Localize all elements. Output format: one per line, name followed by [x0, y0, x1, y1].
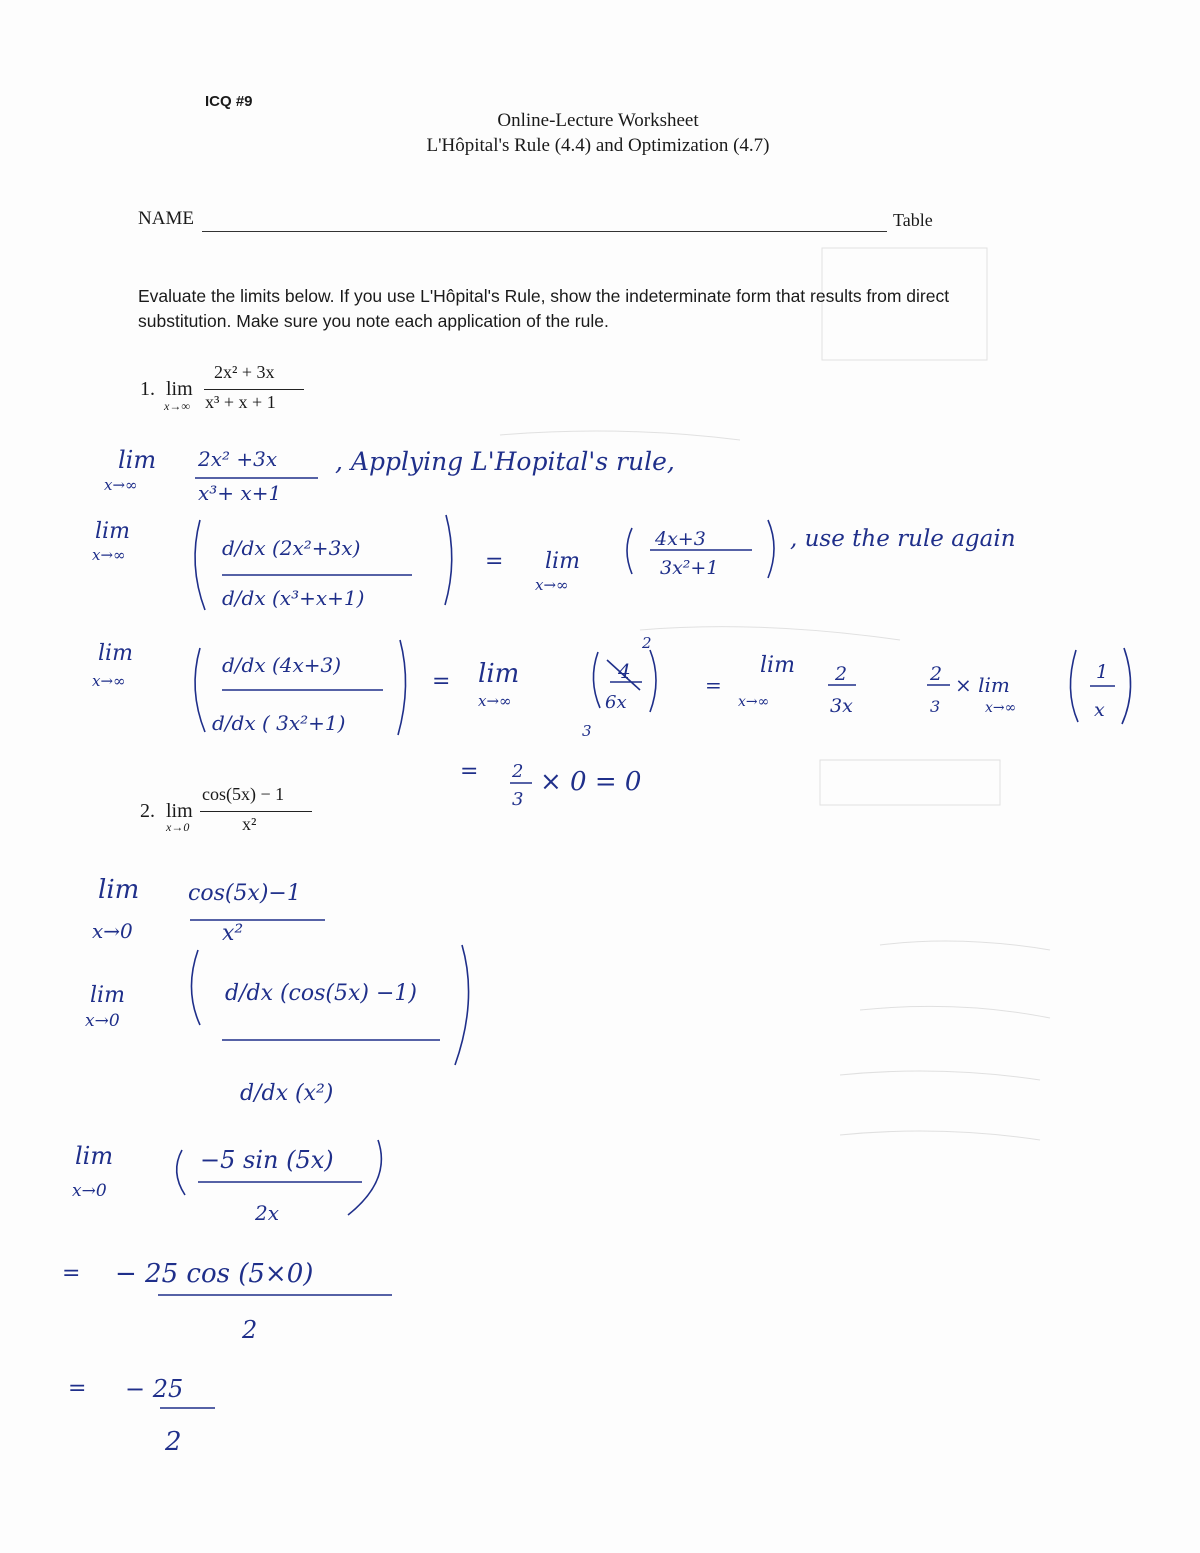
ink-text: d/dx ( 3x²+1): [212, 711, 346, 735]
fraction-denominator: x³ + x + 1: [205, 392, 276, 412]
ink-text: cos(5x)−1: [188, 881, 301, 906]
ink-text: d/dx (2x²+3x): [222, 536, 361, 560]
problem-number: 2.: [140, 800, 155, 822]
ink-text: =: [62, 1261, 81, 1286]
ink-text: 3: [512, 789, 524, 810]
name-label: NAME: [138, 208, 194, 229]
ink-text: lim: [545, 549, 580, 574]
ink-text: lim: [98, 875, 140, 905]
ink-text: 2: [642, 634, 652, 652]
ink-text: , Applying L'Hopital's rule,: [335, 447, 675, 476]
ink-text: 2: [835, 663, 848, 685]
ink-text: − 25 cos (5×0): [115, 1259, 314, 1289]
ink-text: x→0: [92, 919, 133, 943]
ink-text: x→∞: [92, 546, 126, 564]
limit-operator: lim: [166, 378, 193, 400]
ink-text: lim: [95, 519, 130, 544]
ink-text: =: [68, 1376, 87, 1401]
page-title: Online-Lecture Worksheet: [497, 110, 699, 131]
page-subtitle: L'Hôpital's Rule (4.4) and Optimization (4.7): [426, 135, 770, 156]
fraction-numerator: 2x² + 3x: [214, 362, 275, 382]
ink-text: lim: [98, 641, 133, 666]
ink-text: =: [485, 549, 504, 574]
ink-text: 6x: [605, 692, 627, 713]
ink-text: −5 sin (5x): [200, 1146, 334, 1174]
table-label: Table: [893, 210, 933, 230]
ink-text: 2: [512, 761, 524, 782]
ink-text: 3: [930, 697, 941, 716]
fraction-numerator: cos(5x) − 1: [202, 784, 285, 804]
ink-text: d/dx (x³+x+1): [222, 586, 365, 610]
ink-text: x→∞: [92, 672, 126, 690]
ink-text: 2: [930, 663, 943, 685]
ink-text: x→0: [85, 1011, 120, 1031]
ink-text: x²: [222, 921, 244, 946]
ink-text: 2: [165, 1427, 182, 1457]
ink-text: lim: [90, 983, 125, 1008]
ink-text: d/dx (4x+3): [222, 653, 342, 677]
fraction-denominator: x²: [242, 814, 257, 834]
ink-text: 2x: [255, 1201, 280, 1225]
ink-text: 3x: [830, 695, 853, 717]
ink-text: x→0: [72, 1181, 107, 1201]
ink-text: 3: [582, 722, 592, 740]
ink-text: × lim: [955, 673, 1010, 697]
ink-text: , use the rule again: [790, 526, 1016, 552]
ink-text: 1: [1096, 661, 1109, 683]
ink-text: x→∞: [985, 700, 1017, 716]
ink-text: d/dx (cos(5x) −1): [225, 981, 417, 1006]
ink-text: lim: [478, 659, 520, 689]
ink-text: lim: [75, 1142, 114, 1170]
ink-text: × 0 = 0: [540, 767, 642, 797]
problem-number: 1.: [140, 378, 155, 400]
ink-text: =: [432, 669, 451, 694]
ink-text: 2: [242, 1316, 258, 1344]
ink-text: − 25: [125, 1375, 184, 1403]
ink-text: 2x² +3x: [198, 447, 278, 471]
limit-operator: lim: [166, 800, 193, 822]
ink-text: =: [705, 673, 722, 697]
instructions: Evaluate the limits below. If you use L'Hôpital's Rule, show the indeterminate form that results from direct substitution. Make sure you note each application of the rule.: [138, 286, 950, 331]
ink-text: 4x+3: [655, 528, 706, 550]
ink-text: lim: [760, 653, 795, 678]
ink-text: x→∞: [738, 694, 770, 710]
ink-text: x→∞: [478, 692, 512, 710]
limit-subscript: x→0: [166, 820, 190, 834]
ink-text: x³+ x+1: [198, 481, 282, 505]
ink-text: x→∞: [104, 476, 138, 494]
ink-text: d/dx (x²): [240, 1081, 334, 1106]
ink-text: 4: [618, 659, 631, 683]
ink-text: x: [1094, 699, 1105, 721]
limit-subscript: x→∞: [164, 399, 190, 413]
ink-text: x→∞: [535, 576, 569, 594]
ink-text: lim: [118, 446, 157, 474]
ink-text: =: [460, 759, 479, 784]
icq-label: ICQ #9: [205, 93, 253, 110]
ink-text: 3x²+1: [660, 557, 719, 579]
